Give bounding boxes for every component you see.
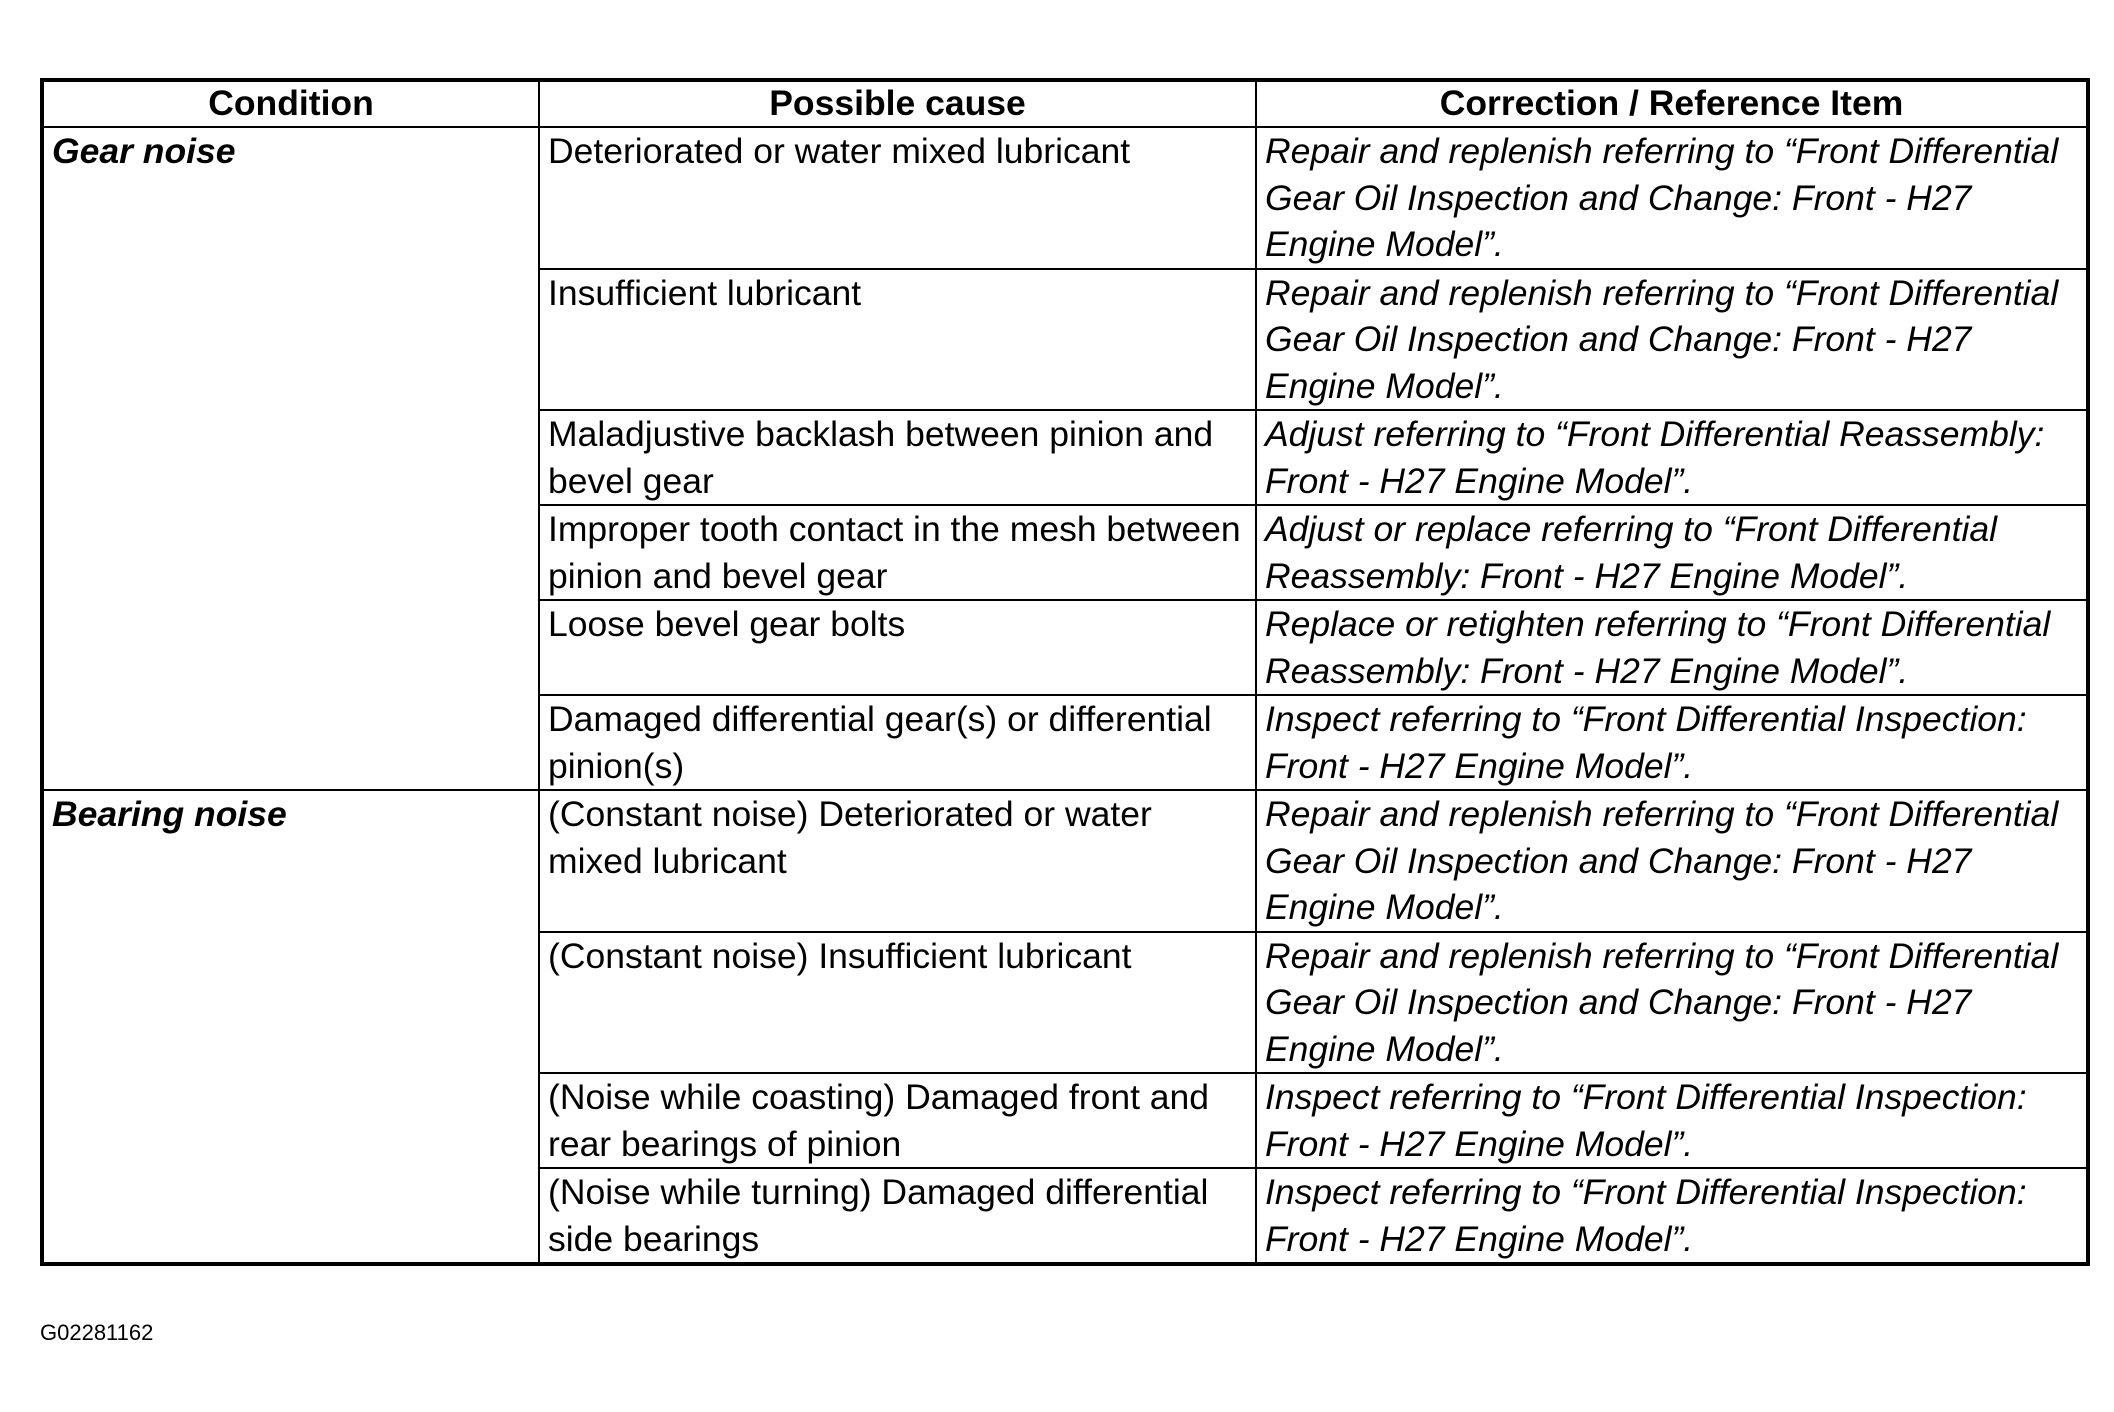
table-header-row: [42, 80, 2088, 127]
cause-cell: Maladjustive backlash between pinion and bevel gear: [539, 410, 1256, 505]
correction-cell: Repair and replenish referring to “Front Differential Gear Oil Inspection and Change: Front - H27 Engine Model”.: [1256, 790, 2088, 932]
correction-cell: Repair and replenish referring to “Front Differential Gear Oil Inspection and Change: Front - H27 Engine Model”.: [1256, 932, 2088, 1074]
cause-cell: Damaged differential gear(s) or differential pinion(s): [539, 695, 1256, 790]
correction-cell: Inspect referring to “Front Differential Inspection: Front - H27 Engine Model”.: [1256, 1073, 2088, 1168]
table-row: [42, 127, 2088, 269]
condition-cell: Bearing noise: [42, 790, 539, 1264]
correction-cell: Replace or retighten referring to “Front Differential Reassembly: Front - H27 Engine Model”.: [1256, 600, 2088, 695]
cause-cell: (Noise while turning) Damaged differential side bearings: [539, 1168, 1256, 1264]
correction-cell: Inspect referring to “Front Differential Inspection: Front - H27 Engine Model”.: [1256, 695, 2088, 790]
header-correction: Correction / Reference Item: [1256, 80, 2088, 127]
table-body: [42, 127, 2088, 1264]
correction-cell: Repair and replenish referring to “Front Differential Gear Oil Inspection and Change: Front - H27 Engine Model”.: [1256, 127, 2088, 269]
cause-cell: Improper tooth contact in the mesh between pinion and bevel gear: [539, 505, 1256, 600]
correction-cell: Repair and replenish referring to “Front Differential Gear Oil Inspection and Change: Front - H27 Engine Model”.: [1256, 269, 2088, 411]
cause-cell: (Constant noise) Insufficient lubricant: [539, 932, 1256, 1074]
header-possible-cause: Possible cause: [539, 80, 1256, 127]
header-condition: Condition: [42, 80, 539, 127]
condition-cell: Gear noise: [42, 127, 539, 790]
table-row: [42, 790, 2088, 932]
cause-cell: (Noise while coasting) Damaged front and rear bearings of pinion: [539, 1073, 1256, 1168]
troubleshooting-table: [40, 78, 2090, 1266]
correction-cell: Adjust or replace referring to “Front Differential Reassembly: Front - H27 Engine Model”.: [1256, 505, 2088, 600]
cause-cell: (Constant noise) Deteriorated or water mixed lubricant: [539, 790, 1256, 932]
correction-cell: Inspect referring to “Front Differential Inspection: Front - H27 Engine Model”.: [1256, 1168, 2088, 1264]
cause-cell: Deteriorated or water mixed lubricant: [539, 127, 1256, 269]
cause-cell: Loose bevel gear bolts: [539, 600, 1256, 695]
cause-cell: Insufficient lubricant: [539, 269, 1256, 411]
correction-cell: Adjust referring to “Front Differential Reassembly: Front - H27 Engine Model”.: [1256, 410, 2088, 505]
figure-id: G02281162: [40, 1320, 154, 1345]
